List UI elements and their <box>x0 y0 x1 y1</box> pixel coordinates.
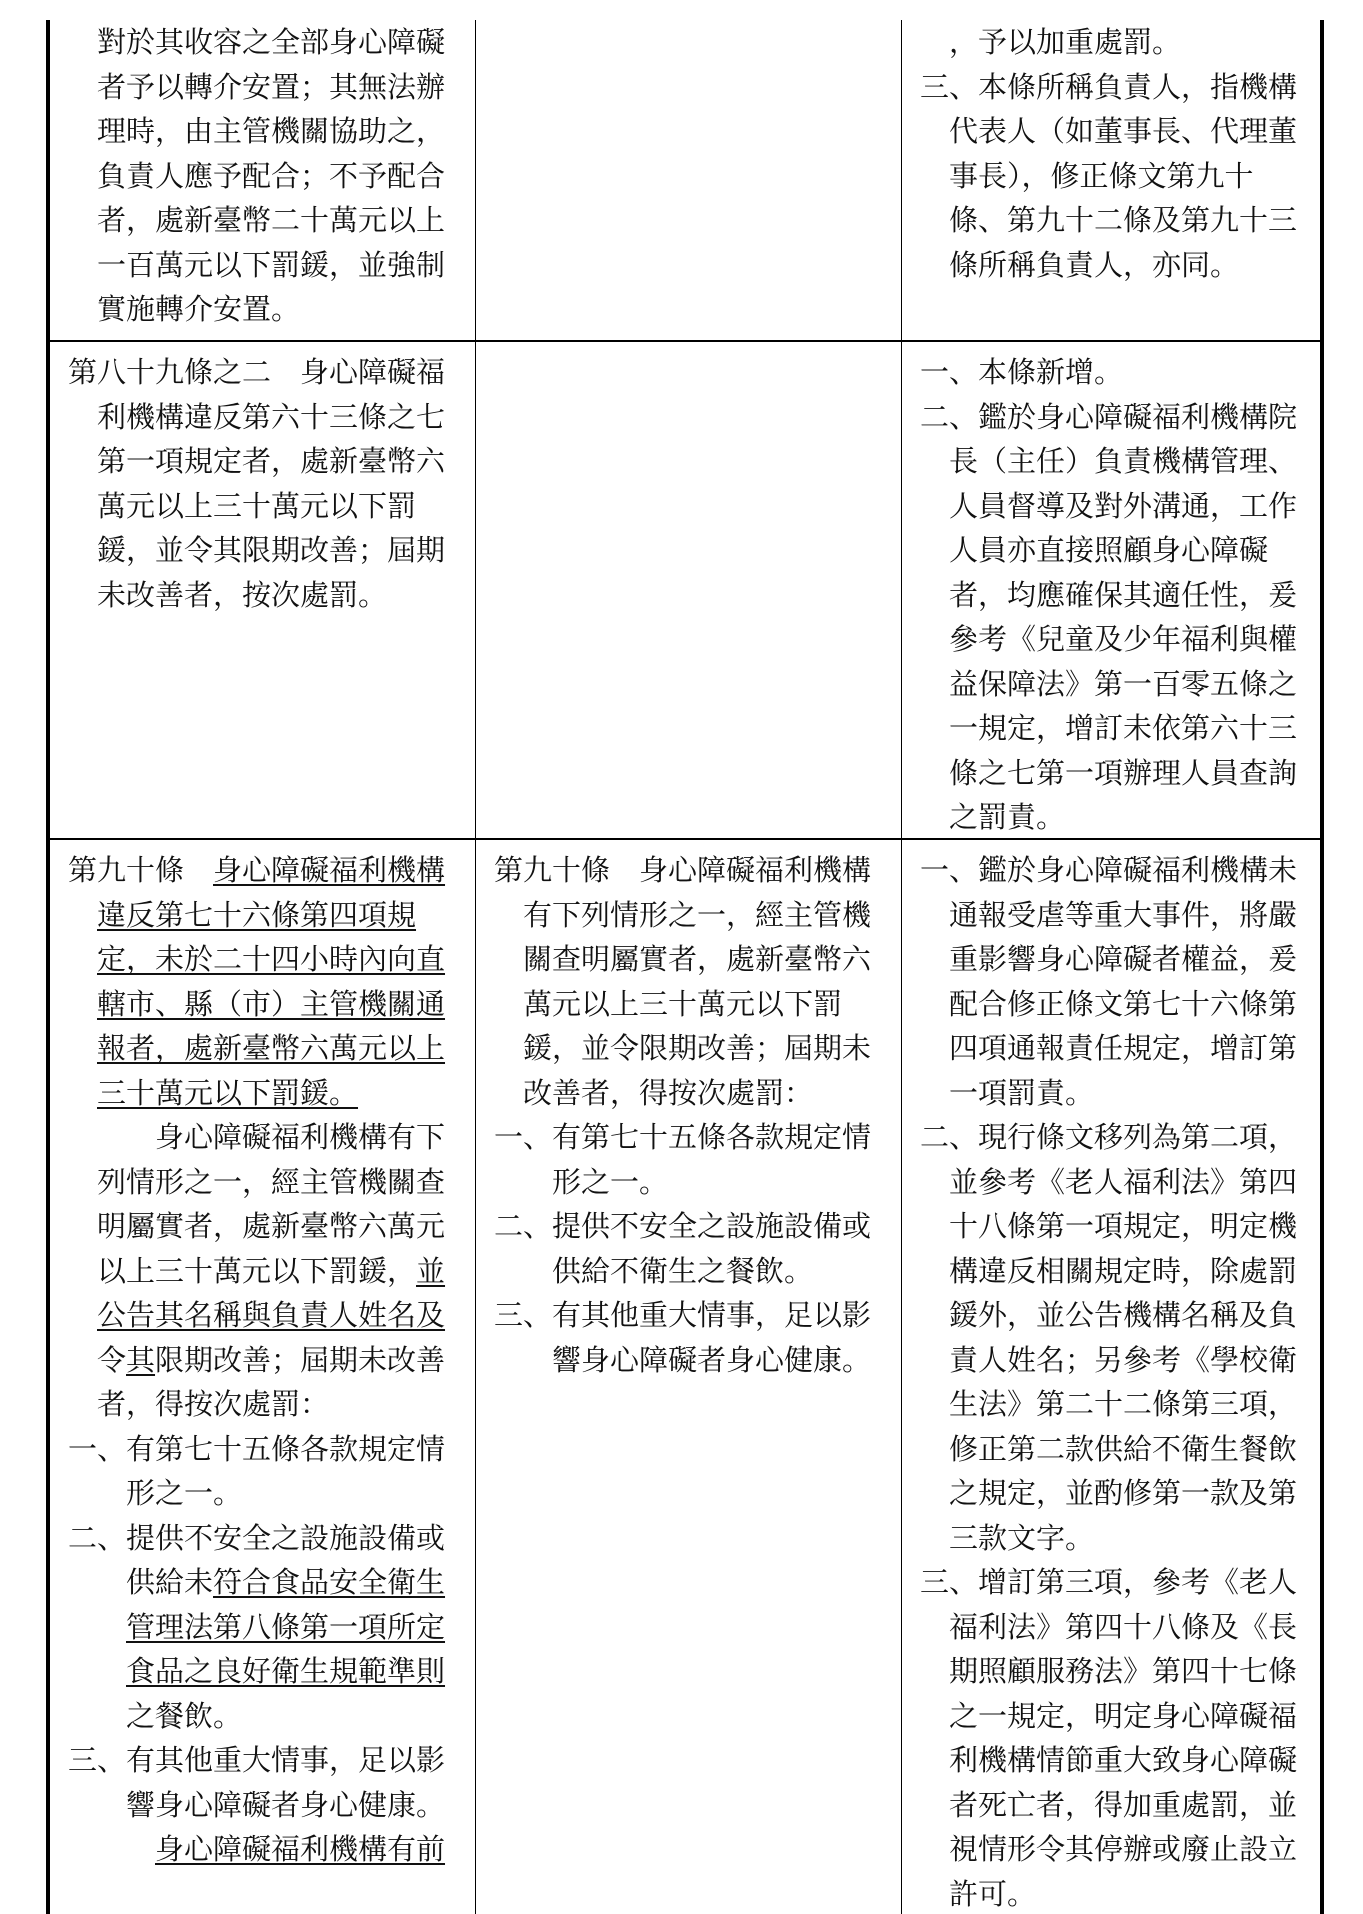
paragraph <box>68 1115 461 1427</box>
added-text: 身心障礙福利機構有前 <box>155 1832 446 1866</box>
list-item: 一、有第七十五條各款規定情形之一。 <box>494 1120 872 1199</box>
list-item: 二、提供不安全之設施設備或供給不衛生之餐飲。 <box>494 1209 872 1288</box>
amended-text-cell <box>50 342 476 838</box>
list-item: 一、本條新增。 <box>920 355 1124 389</box>
list-item: 三、有其他重大情事，足以影響身心障礙者身心健康。 <box>494 1298 872 1377</box>
list-item: 三、有其他重大情事，足以影響身心障礙者身心健康。 <box>68 1743 446 1822</box>
added-text: 身心障礙福利機構違反第七十六條第四項規定，未於二十四小時內向直轄市、縣（市）主管機關通報者，處新臺幣六萬元以上三十萬元以下罰鍰。 <box>97 853 446 1110</box>
list-item: 三、增訂第三項，參考《老人福利法》第四十八條及《長期照顧服務法》第四十七條之一規定，明定身心障礙福利機構情節重大致身心障礙者死亡者，得加重處罰，並視情形令其停辦或廢止設立許可。 <box>920 1565 1298 1911</box>
current-text-cell <box>476 342 902 838</box>
article-text <box>68 848 461 1115</box>
list-text: 之餐飲。 <box>126 1698 243 1733</box>
list-item: 二、現行條文移列為第二項，並參考《老人福利法》第四十八條第一項規定，明定機構違反相關規定時，除處罰鍰外，並公告機構名稱及負責人姓名；另參考《學校衛生法》第二十二條第三項，修正第二款供給不衛生餐飲之規定，並酌修第一款及第三款文字。 <box>920 1120 1298 1555</box>
added-text: 其 <box>126 1342 156 1377</box>
article-text: 第八十九條之二 身心障礙福利機構違反第六十三條之七第一項規定者，處新臺幣六萬元以上三十萬元以下罰鍰，並令其限期改善；屆期未改善者，按次處罰。 <box>68 355 446 612</box>
paragraph-text: 身心障礙福利機構有下列情形之一，經主管機關查明屬實者，處新臺幣六萬元以上三十萬元以下罰鍰， <box>97 1120 446 1288</box>
comparison-table <box>46 20 1324 1914</box>
list-item <box>68 1516 461 1739</box>
explanation-cell <box>902 20 1320 340</box>
paragraph: 對於其收容之全部身心障礙者予以轉介安置；其無法辦理時，由主管機關協助之，負責人應予配合；不予配合者，處新臺幣二十萬元以上一百萬元以下罰鍰，並強制實施轉介安置。 <box>97 25 446 326</box>
article-number: 第九十條 <box>68 853 214 887</box>
amended-text-cell <box>50 20 476 340</box>
paragraph-text: 限期改善；屆期未改善者，得按次處罰： <box>97 1342 446 1421</box>
article-text: 第九十條 身心障礙福利機構有下列情形之一，經主管機關查明屬實者，處新臺幣六萬元以上三十萬元以下罰鍰，並令限期改善；屆期未改善者，得按次處罰： <box>494 853 872 1110</box>
table-row <box>50 840 1320 1914</box>
added-text: 並公告其名稱與負責人姓名及 <box>97 1253 446 1332</box>
current-text-cell <box>476 20 902 340</box>
table-row <box>50 342 1320 838</box>
added-text: 符合食品安全衛生管理法第八條第一項所定食品之良好衛生規範準則 <box>126 1565 446 1688</box>
current-text-cell <box>476 840 902 1914</box>
list-item: 一、有第七十五條各款規定情形之一。 <box>68 1431 446 1510</box>
paragraph-text: 令 <box>97 1342 127 1377</box>
list-item: 一、鑑於身心障礙福利機構未通報受虐等重大事件，將嚴重影響身心障礙者權益，爰配合修正條文第七十六條第四項通報責任規定，增訂第一項罰責。 <box>920 853 1298 1110</box>
list-item: 二、鑑於身心障礙福利機構院長（主任）負責機構管理、人員督導及對外溝通，工作人員亦直接照顧身心障礙者，均應確保其適任性，爰參考《兒童及少年福利與權益保障法》第一百零五條之一規定，增訂未依第六十三條之七第一項辦理人員查詢之罰責。 <box>920 399 1298 834</box>
explanation-cell <box>902 342 1320 838</box>
paragraph: ，予以加重處罰。 <box>949 25 1182 59</box>
table-row <box>50 20 1320 340</box>
amended-text-cell <box>50 840 476 1914</box>
list-item: 三、本條所稱負責人，指機構代表人（如董事長、代理董事長），修正條文第九十條、第九十二條及第九十三條所稱負責人，亦同。 <box>920 69 1298 282</box>
list-text: 二、提供不安全之設施設備或供給未 <box>68 1520 446 1599</box>
paragraph <box>68 1827 461 1872</box>
explanation-cell <box>902 840 1320 1914</box>
